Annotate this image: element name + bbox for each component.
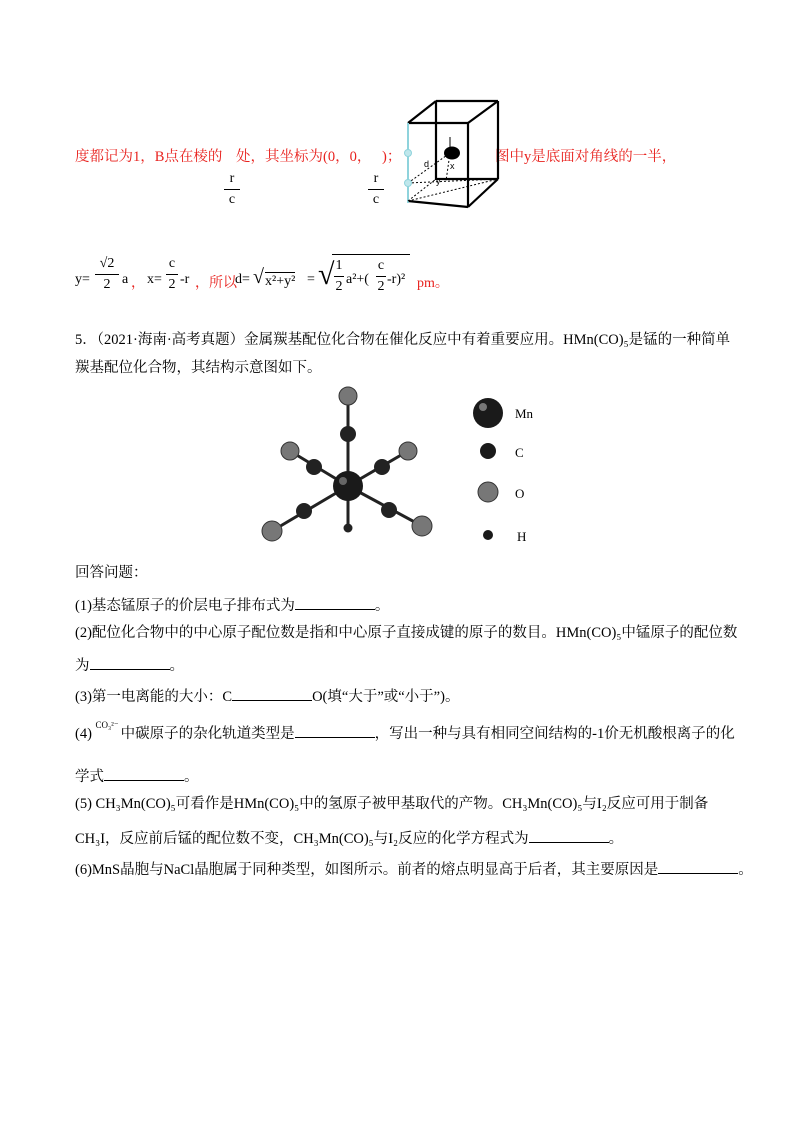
formula-c-over-2 bbox=[166, 256, 178, 293]
legend-mn-icon bbox=[470, 395, 506, 431]
answer-blank-1[interactable] bbox=[295, 595, 375, 610]
question-6-end: 。 bbox=[738, 862, 753, 878]
top-left-text: 度都记为1，B点在棱的 bbox=[75, 149, 223, 165]
question-3 bbox=[75, 686, 459, 705]
formula-suoyi: ，所以 bbox=[195, 276, 237, 291]
question-5-line2-end: 。 bbox=[608, 831, 624, 847]
fraction-denominator: 2 bbox=[335, 279, 343, 294]
answer-blank-3[interactable] bbox=[232, 686, 312, 701]
question-intro-line2: 羰基配位化合物，其结构示意图如下。 bbox=[75, 360, 322, 376]
fraction-numerator: √2 bbox=[99, 256, 115, 271]
legend-c-label: C bbox=[515, 445, 524, 460]
question-4-text: 中碳原子的杂化轨道类型是 bbox=[120, 726, 295, 742]
fraction-denominator: c bbox=[228, 192, 236, 207]
sqrt-symbol-1: √ bbox=[253, 266, 264, 288]
question-4-text2: ，写出一种与具有相同空间结构的-1价无机酸根离子的化 bbox=[374, 726, 735, 742]
question-6-text: (6)MnS晶胞与NaCl晶胞属于同种类型，如图所示。前者的熔点明显高于后者，其主要原因是 bbox=[75, 862, 659, 878]
question-4-line2 bbox=[75, 766, 199, 785]
fraction-numerator: c bbox=[168, 256, 176, 271]
formula-equals: = bbox=[307, 272, 315, 287]
sqrt-symbol-2: √ bbox=[318, 258, 335, 291]
cube-label-d: d bbox=[424, 159, 430, 169]
fraction-numerator: r bbox=[229, 171, 235, 186]
formula-minus-r: -r bbox=[180, 272, 190, 287]
question-5-line1: (5) CH₃Mn(CO)₅可看作是HMn(CO)₅中的氢原子被甲基取代的产物。CH₃Mn(CO)₅与I₂反应可用于制备 bbox=[75, 796, 709, 812]
formula-r-tail: -r)² bbox=[387, 272, 406, 287]
top-right-text: 图中y是底面对角线的一半， bbox=[495, 149, 677, 165]
fraction-numerator: 1 bbox=[335, 258, 343, 273]
legend-c-icon bbox=[478, 441, 498, 461]
formula-y-eq: y= bbox=[75, 272, 90, 287]
formula-sqrt-xy: x²+y² bbox=[265, 274, 296, 289]
fraction-denominator: 2 bbox=[168, 277, 176, 292]
answer-blank-4b[interactable] bbox=[104, 766, 184, 781]
fraction-denominator: 2 bbox=[103, 277, 111, 292]
fraction-numerator: r bbox=[373, 171, 379, 186]
question-1 bbox=[75, 595, 389, 614]
answer-blank-5[interactable] bbox=[529, 828, 609, 843]
question-1-end: 。 bbox=[374, 598, 390, 614]
fraction-denominator: c bbox=[372, 192, 380, 207]
legend-mn-label: Mn bbox=[515, 406, 534, 421]
question-3-start: (3)第一电离能的大小：C bbox=[75, 689, 233, 705]
question-intro-line1: 5．（2021·海南·高考真题）金属羰基配位化合物在催化反应中有着重要应用。HMn(CO)₅是锰的一种简单 bbox=[75, 332, 731, 348]
question-3-end: O(填“大于”或“小于”)。 bbox=[312, 689, 460, 705]
molecule-structure-diagram bbox=[258, 376, 438, 546]
answer-blank-2[interactable] bbox=[90, 655, 170, 670]
question-2-line2 bbox=[75, 655, 184, 674]
formula-a: a bbox=[122, 272, 129, 287]
question-4-label: (4) bbox=[75, 726, 92, 742]
formula-line bbox=[75, 252, 475, 298]
question-2-start: 为 bbox=[75, 658, 90, 674]
formula-pm: pm。 bbox=[417, 276, 449, 291]
formula-sqrt2-over-2 bbox=[95, 256, 119, 293]
question-4-line2-text: 学式 bbox=[75, 769, 104, 785]
formula-a2: a²+( bbox=[346, 272, 369, 287]
question-2-line1: (2)配位化合物中的中心原子配位数是指和中心原子直接成键的原子的数目。HMn(CO)₅中锰原子的配位数 bbox=[75, 625, 738, 641]
question-5-line2 bbox=[75, 828, 623, 847]
question-2-end: 。 bbox=[169, 658, 184, 674]
formula-half bbox=[334, 258, 344, 295]
legend-h-icon bbox=[482, 529, 494, 541]
question-5-line2-text: CH₃I，反应前后锰的配位数不变，CH₃Mn(CO)₅与I₂反应的化学方程式为 bbox=[75, 831, 529, 847]
formula-d-eq: d= bbox=[235, 272, 250, 287]
legend-h-label: H bbox=[517, 529, 527, 544]
cube-label-y: y bbox=[436, 176, 441, 186]
fraction-r-over-c-2 bbox=[366, 172, 386, 207]
carbonate-ion-formula: CO₃²⁻ bbox=[95, 720, 119, 730]
top-close-paren: )； bbox=[382, 149, 402, 165]
cube-label-x: x bbox=[450, 161, 455, 171]
formula-comma: ， bbox=[131, 276, 145, 291]
question-4 bbox=[75, 720, 735, 742]
question-4-line2-end: 。 bbox=[184, 769, 199, 785]
formula-c-over-2-b bbox=[376, 258, 386, 295]
legend-o-label: O bbox=[515, 486, 525, 501]
legend bbox=[470, 395, 560, 550]
fraction-denominator: 2 bbox=[377, 279, 385, 294]
fraction-r-over-c-1 bbox=[222, 172, 242, 207]
answer-blank-4a[interactable] bbox=[295, 723, 375, 738]
cube-diagram bbox=[398, 95, 502, 211]
fraction-numerator: c bbox=[377, 258, 385, 273]
answer-blank-6[interactable] bbox=[658, 859, 738, 874]
formula-x-eq: x= bbox=[147, 272, 162, 287]
legend-o-icon bbox=[477, 481, 499, 503]
question-1-text: (1)基态锰原子的价层电子排布式为 bbox=[75, 598, 295, 614]
answer-header: 回答问题： bbox=[75, 565, 148, 581]
top-mid-text: 处，其坐标为(0，0， bbox=[236, 149, 372, 165]
question-6 bbox=[75, 859, 753, 878]
